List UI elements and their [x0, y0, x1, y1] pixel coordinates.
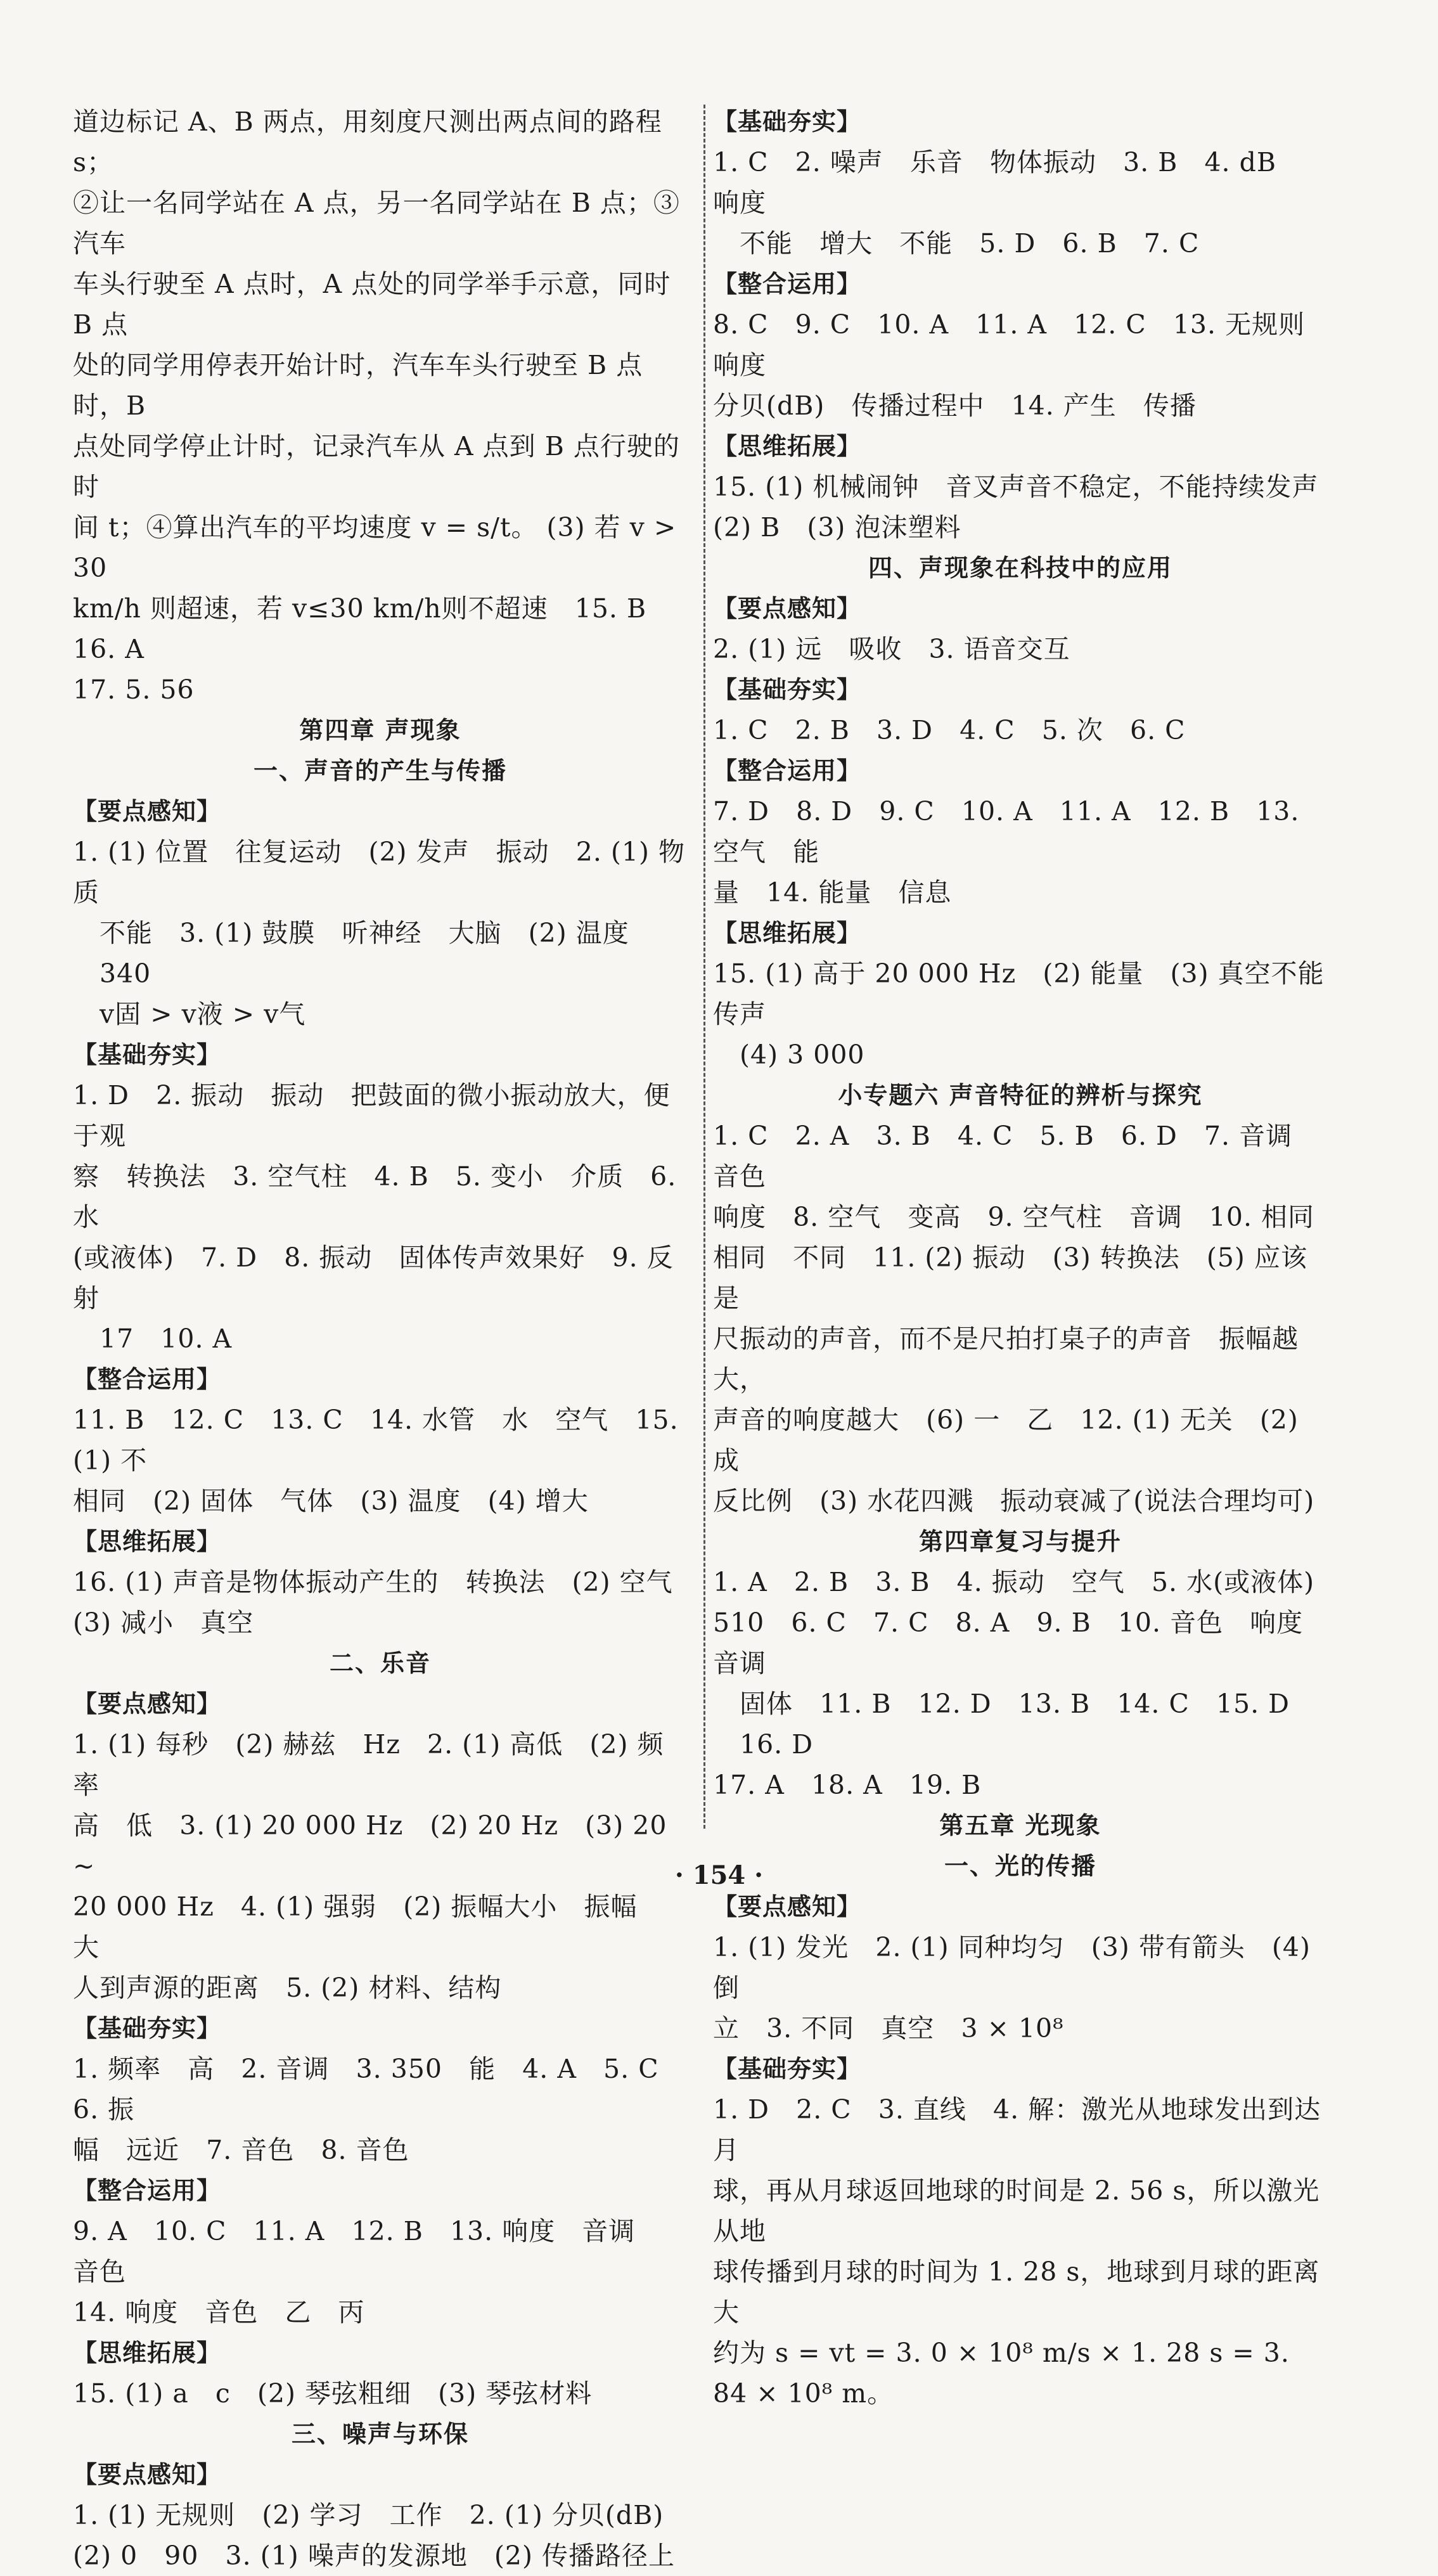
answer-line: 间 t；④算出汽车的平均速度 v = s/t。 (3) 若 v > 30	[73, 512, 686, 583]
subsection-heading: 【要点感知】	[713, 1893, 862, 1921]
subsection-heading: 【基础夯实】	[713, 108, 862, 136]
section-title: 四、声现象在科技中的应用	[868, 554, 1172, 582]
answer-line: 14. 响度 音色 乙 丙	[73, 2297, 365, 2328]
section-title: 二、乐音	[329, 1649, 431, 1677]
answer-line: 1. D 2. 振动 振动 把鼓面的微小振动放大，便于观	[73, 1080, 671, 1151]
answer-line: 反比例 (3) 水花四溅 振动衰减了(说法合理均可)	[713, 1486, 1315, 1516]
subsection-heading: 【思维拓展】	[713, 432, 862, 460]
answer-line: 不能 3. (1) 鼓膜 听神经 大脑 (2) 温度 340	[100, 918, 656, 989]
answer-line: 车头行驶至 A 点时，A 点处的同学举手示意，同时 B 点	[73, 269, 680, 340]
section-title: 一、光的传播	[944, 1852, 1096, 1880]
section-title: 第四章复习与提升	[918, 1528, 1122, 1555]
answer-line: 幅 远近 7. 音色 8. 音色	[73, 2135, 409, 2165]
section-title: 一、声音的产生与传播	[253, 757, 507, 785]
answer-line: 尺振动的声音，而不是尺拍打桌子的声音 振幅越大，	[713, 1323, 1299, 1394]
answer-line: (2) 0 90 3. (1) 噪声的发源地 (2) 传播路径上	[73, 2541, 676, 2571]
answer-line: 1. (1) 发光 2. (1) 同种均匀 (3) 带有箭头 (4) 倒	[713, 1932, 1320, 2003]
answer-line: 相同 不同 11. (2) 振动 (3) 转换法 (5) 应该是	[713, 1242, 1307, 1313]
subsection-heading: 【基础夯实】	[713, 2055, 862, 2083]
answer-line: 1. A 2. B 3. B 4. 振动 空气 5. 水(或液体)	[713, 1567, 1315, 1597]
answer-line: 响度 8. 空气 变高 9. 空气柱 音调 10. 相同	[713, 1202, 1315, 1232]
answer-line: 察 转换法 3. 空气柱 4. B 5. 变小 介质 6. 水	[73, 1161, 686, 1232]
answer-line: 分贝(dB) 传播过程中 14. 产生 传播	[713, 390, 1197, 421]
section-title: 三、噪声与环保	[291, 2420, 469, 2448]
answer-line: 16. (1) 声音是物体振动产生的 转换法 (2) 空气	[73, 1567, 673, 1597]
answer-line: 17. 5. 56	[73, 674, 195, 705]
column-divider	[703, 105, 705, 1829]
answer-line: 高 低 3. (1) 20 000 Hz (2) 20 Hz (3) 20 ~	[73, 1810, 676, 1881]
subsection-heading: 【思维拓展】	[73, 2339, 222, 2367]
answer-line: 处的同学用停表开始计时，汽车车头行驶至 B 点时，B	[73, 350, 643, 421]
subsection-heading: 【基础夯实】	[713, 676, 862, 704]
subsection-heading: 【整合运用】	[713, 757, 862, 785]
answer-line: 1. C 2. B 3. D 4. C 5. 次 6. C	[713, 715, 1186, 745]
answer-line: (3) 减小 真空	[73, 1607, 254, 1638]
subsection-heading: 【基础夯实】	[73, 2014, 222, 2042]
left-column	[73, 101, 688, 2576]
answer-line: 相同 (2) 固体 气体 (3) 温度 (4) 增大	[73, 1486, 589, 1516]
answer-line: km/h 则超速，若 v≤30 km/h则不超速 15. B 16. A	[73, 593, 674, 664]
section-title: 第五章 光现象	[939, 1812, 1101, 1839]
section-title: 小专题六 声音特征的辨析与探究	[838, 1081, 1203, 1109]
answer-line: 球传播到月球的时间为 1. 28 s，地球到月球的距离大	[713, 2257, 1320, 2328]
subsection-heading: 【要点感知】	[73, 797, 222, 825]
answer-line: 不能 增大 不能 5. D 6. B 7. C	[740, 228, 1200, 259]
subsection-heading: 【思维拓展】	[713, 919, 862, 947]
answer-line: (或液体) 7. D 8. 振动 固体传声效果好 9. 反射	[73, 1242, 674, 1313]
answer-line: 11. B 12. C 13. C 14. 水管 水 空气 15. (1) 不	[73, 1405, 688, 1476]
answer-line: 人到声源的距离 5. (2) 材料、结构	[73, 1973, 502, 2003]
answer-line: 20 000 Hz 4. (1) 强弱 (2) 振幅大小 振幅 大	[73, 1891, 664, 1962]
answer-line: 约为 s = vt = 3. 0 × 10⁸ m/s × 1. 28 s = 3. 84 × 10⁸ m。	[713, 2338, 1299, 2409]
answer-line: (4) 3 000	[740, 1040, 865, 1070]
subsection-heading: 【思维拓展】	[73, 1528, 222, 1555]
answer-line: 1. (1) 位置 往复运动 (2) 发声 振动 2. (1) 物质	[73, 837, 686, 908]
page-number: · 154 ·	[674, 1860, 764, 1890]
answer-line: 1. (1) 每秒 (2) 赫兹 Hz 2. (1) 高低 (2) 频率	[73, 1729, 664, 1800]
answer-line: 1. (1) 无规则 (2) 学习 工作 2. (1) 分贝(dB)	[73, 2500, 664, 2530]
answer-line: 15. (1) 高于 20 000 Hz (2) 能量 (3) 真空不能传声	[713, 958, 1325, 1029]
subsection-heading: 【基础夯实】	[73, 1041, 222, 1069]
subsection-heading: 【整合运用】	[73, 1365, 222, 1393]
answer-line: 点处同学停止计时，记录汽车从 A 点到 B 点行驶的时	[73, 431, 680, 502]
right-column	[713, 101, 1332, 2414]
subsection-heading: 【要点感知】	[713, 595, 862, 622]
answer-line: 17. A 18. A 19. B	[713, 1770, 982, 1800]
answer-line: 7. D 8. D 9. C 10. A 11. A 12. B 13. 空气 能	[713, 796, 1309, 867]
answer-line: 2. (1) 远 吸收 3. 语音交互	[713, 634, 1070, 664]
subsection-heading: 【整合运用】	[713, 270, 862, 298]
answer-line: 1. C 2. A 3. B 4. C 5. B 6. D 7. 音调 音色	[713, 1121, 1319, 1192]
answer-line: 球，再从月球返回地球的时间是 2. 56 s，所以激光从地	[713, 2175, 1320, 2246]
answer-line: 1. C 2. 噪声 乐音 物体振动 3. B 4. dB 响度	[713, 147, 1304, 218]
answer-line: 立 3. 不同 真空 3 × 10⁸	[713, 2013, 1064, 2044]
answer-line: v固 > v液 > v气	[100, 999, 306, 1029]
answer-line: 1. D 2. C 3. 直线 4. 解：激光从地球发出到达月	[713, 2094, 1321, 2165]
answer-line: 固体 11. B 12. D 13. B 14. C 15. D 16. D	[740, 1689, 1317, 1760]
answer-line: 道边标记 A、B 两点，用刻度尺测出两点间的路程 s；	[73, 106, 671, 177]
subsection-heading: 【要点感知】	[73, 2461, 222, 2489]
answer-line: 8. C 9. C 10. A 11. A 12. C 13. 无规则 响度	[713, 309, 1332, 380]
answer-line: 510 6. C 7. C 8. A 9. B 10. 音色 响度 音调	[713, 1607, 1330, 1678]
answer-line: 15. (1) 机械闹钟 音叉声音不稳定，不能持续发声	[713, 472, 1319, 502]
answer-line: 15. (1) a c (2) 琴弦粗细 (3) 琴弦材料	[73, 2378, 593, 2409]
answer-line: ②让一名同学站在 A 点，另一名同学站在 B 点；③汽车	[73, 188, 680, 259]
answer-line: 声音的响度越大 (6) 一 乙 12. (1) 无关 (2) 成	[713, 1405, 1307, 1476]
section-title: 第四章 声现象	[299, 716, 461, 744]
answer-line: 1. 频率 高 2. 音调 3. 350 能 4. A 5. C 6. 振	[73, 2054, 686, 2125]
answer-line: (2) B (3) 泡沫塑料	[713, 512, 961, 543]
answer-line: 量 14. 能量 信息	[713, 877, 952, 908]
answer-line: 17 10. A	[100, 1323, 233, 1354]
subsection-heading: 【要点感知】	[73, 1690, 222, 1718]
answer-line: 9. A 10. C 11. A 12. B 13. 响度 音调 音色	[73, 2216, 662, 2287]
subsection-heading: 【整合运用】	[73, 2177, 222, 2205]
